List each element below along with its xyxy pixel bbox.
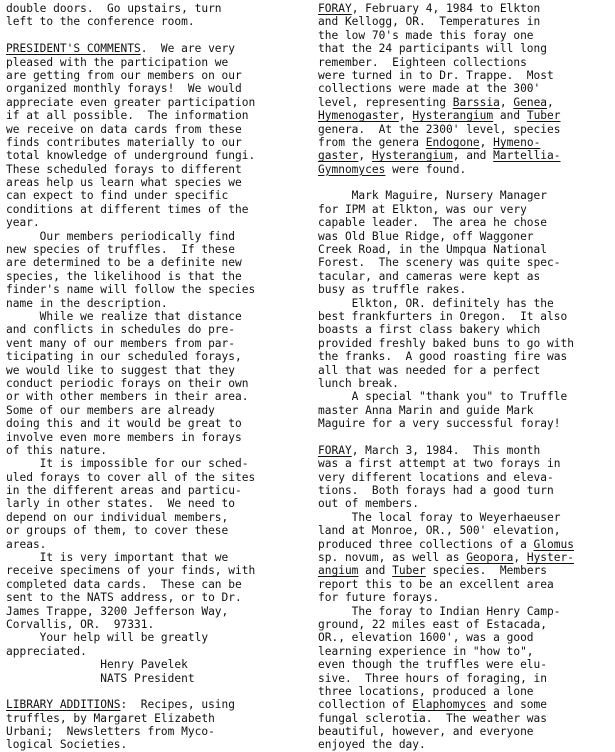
right-column-line: A special "thank you" to Truffle: [318, 390, 568, 404]
right-column-line: three locations, produced a lone: [318, 684, 534, 698]
left-column-line: Our members periodically find: [6, 229, 236, 243]
right-column-line: Hymenogaster, Hysterangium and Tuber: [318, 109, 561, 123]
right-column-line: OR., elevation 1600', was a good: [318, 631, 534, 645]
left-column-line: we would like to suggest that they: [6, 363, 236, 377]
left-column-line: new species of truffles. If these: [6, 243, 236, 257]
left-column-line: Corvallis, OR. 97331.: [6, 617, 155, 631]
left-column-line: doing this and it would be great to: [6, 417, 242, 431]
right-column-line: the low 70's made this foray one: [318, 28, 534, 42]
right-column-line: learning experience in "how to",: [318, 644, 534, 658]
right-column-line: The foray to Indian Henry Camp-: [318, 604, 561, 618]
left-column-line: total knowledge of underground fungi.: [6, 149, 256, 163]
right-column-line: sive. Three hours of foraging, in: [318, 671, 548, 685]
left-column-line: can expect to find under specific: [6, 189, 229, 203]
left-column-line: vent many of our members from par-: [6, 336, 236, 350]
right-column-line: boasts a first class bakery which: [318, 323, 541, 337]
left-column-line: ticipating in our scheduled forays,: [6, 350, 242, 364]
left-column-line: of this nature.: [6, 443, 108, 457]
right-column-line: ground, 22 miles east of Estacada,: [318, 617, 548, 631]
right-column-line: [318, 176, 615, 189]
left-column-line: areas help us learn what species we: [6, 176, 242, 190]
right-column-line: The local foray to Weyerhaeuser: [318, 510, 561, 524]
left-column-line: larly in other states. We need to: [6, 497, 236, 511]
left-column-line: NATS President: [6, 671, 195, 685]
right-column-line: provided freshly baked buns to go with: [318, 336, 574, 350]
right-column: [318, 2, 615, 752]
right-column-line: the franks. A good roasting fire was: [318, 350, 568, 364]
right-column-line: report this to be an excellent area: [318, 577, 554, 591]
left-column-line: These scheduled forays to different: [6, 162, 242, 176]
left-column-line: depend on our individual members,: [6, 510, 229, 524]
right-column-line: beautiful, however, and everyone: [318, 725, 534, 739]
right-column-line: out of members.: [318, 497, 420, 511]
left-column-line: PRESIDENT'S COMMENTS. We are very: [6, 42, 236, 56]
right-column-line: from the genera Endogone, Hymeno-: [318, 135, 541, 149]
right-column-line: busy as truffle rakes.: [318, 283, 467, 297]
left-column-line: appreciated.: [6, 644, 87, 658]
left-column-line: are getting from our members on our: [6, 68, 242, 82]
left-column-line: It is very important that we: [6, 551, 229, 565]
left-column-line: It is impossible for our sched-: [6, 457, 249, 471]
right-column-line: angium and Tuber species. Members: [318, 564, 548, 578]
right-column-line: [318, 431, 615, 444]
left-column-line: uled forays to cover all of the sites: [6, 470, 256, 484]
left-column-line: receive specimens of your finds, with: [6, 564, 256, 578]
left-column-line: or with other members in their area.: [6, 390, 249, 404]
right-column-line: produced three collections of a Glomus: [318, 537, 574, 551]
left-column-line: finds contributes materially to our: [6, 135, 242, 149]
right-column-line: best frankfurters in Oregon. It also: [318, 309, 568, 323]
right-column-line: Gymnomyces were found.: [318, 162, 467, 176]
right-column-line: land at Monroe, OR., 500' elevation,: [318, 524, 561, 538]
left-column-line: organized monthly forays! We would: [6, 82, 242, 96]
right-column-line: tions. Both forays had a good turn: [318, 484, 554, 498]
right-column-line: that the 24 participants will long: [318, 42, 548, 56]
left-column-line: species, the likelihood is that the: [6, 269, 242, 283]
left-column-line: finder's name will follow the species: [6, 283, 256, 297]
left-column-line: year.: [6, 216, 40, 230]
right-column-line: Forest. The scenery was quite spec-: [318, 256, 561, 270]
right-column-line: enjoyed the day.: [318, 738, 426, 752]
left-column-line: and conflicts in schedules do pre-: [6, 323, 236, 337]
left-column: [6, 2, 306, 752]
left-column-line: [6, 685, 306, 698]
right-column-line: all that was needed for a perfect: [318, 363, 541, 377]
left-column-line: truffles, by Margaret Elizabeth: [6, 711, 215, 725]
right-column-line: FORAY, March 3, 1984. This month: [318, 443, 541, 457]
right-column-line: Maguire for a very successful foray!: [318, 417, 561, 431]
right-column-line: capable leader. The area he chose: [318, 216, 548, 230]
right-column-line: remember. Eighteen collections: [318, 55, 527, 69]
right-column-line: gaster, Hysterangium, and Martellia-: [318, 149, 561, 163]
right-column-line: sp. novum, as well as Geopora, Hyster-: [318, 551, 574, 565]
left-column-line: or groups of them, to cover these: [6, 524, 229, 538]
right-column-line: very different locations and eleva-: [318, 470, 554, 484]
right-column-line: collection of Elaphomyces and some: [318, 698, 548, 712]
left-column-line: double doors. Go upstairs, turn: [6, 2, 222, 15]
left-column-line: completed data cards. These can be: [6, 577, 242, 591]
left-column-line: [6, 29, 306, 42]
right-column-line: Creek Road, in the Umpqua National: [318, 243, 548, 257]
left-column-line: we receive on data cards from these: [6, 122, 242, 136]
left-column-line: Your help will be greatly: [6, 631, 209, 645]
left-column-line: if at all possible. The information: [6, 109, 249, 123]
right-column-line: collections were made at the 300': [318, 82, 541, 96]
right-column-line: genera. At the 2300' level, species: [318, 122, 561, 136]
right-column-line: and Kellogg, OR. Temperatures in: [318, 15, 541, 29]
left-column-line: Urbani; Newsletters from Myco-: [6, 725, 215, 739]
left-column-line: James Trappe, 3200 Jefferson Way,: [6, 604, 229, 618]
left-column-line: name in the description.: [6, 296, 168, 310]
right-column-line: for future forays.: [318, 591, 440, 605]
left-column-line: areas.: [6, 537, 47, 551]
left-column-line: involve even more members in forays: [6, 430, 242, 444]
right-column-line: level, representing Barssia, Genea,: [318, 95, 554, 109]
left-column-line: conduct periodic forays on their own: [6, 376, 249, 390]
right-column-line: was a first attempt at two forays in: [318, 457, 561, 471]
right-column-line: Elkton, OR. definitely has the: [318, 296, 554, 310]
left-column-line: are determined to be a definite new: [6, 256, 242, 270]
left-column-line: in the different areas and particu-: [6, 484, 242, 498]
left-column-line: While we realize that distance: [6, 309, 242, 323]
right-column-line: was Old Blue Ridge, off Waggoner: [318, 229, 534, 243]
right-column-line: tacular, and cameras were kept as: [318, 269, 541, 283]
left-column-line: logical Societies.: [6, 738, 128, 752]
right-column-line: fungal sclerotia. The weather was: [318, 711, 548, 725]
left-column-line: pleased with the participation we: [6, 55, 229, 69]
right-column-line: were turned in to Dr. Trappe. Most: [318, 68, 554, 82]
left-column-line: appreciate even greater participation: [6, 95, 256, 109]
right-column-line: for IPM at Elkton, was our very: [318, 202, 527, 216]
left-column-line: left to the conference room.: [6, 15, 195, 29]
right-column-line: master Anna Marin and guide Mark: [318, 403, 534, 417]
left-column-line: sent to the NATS address, or to Dr.: [6, 591, 242, 605]
left-column-line: Henry Pavelek: [6, 658, 188, 672]
left-column-line: Some of our members are already: [6, 403, 215, 417]
right-column-line: Mark Maguire, Nursery Manager: [318, 189, 548, 203]
right-column-line: lunch break.: [318, 376, 399, 390]
right-column-line: FORAY, February 4, 1984 to Elkton: [318, 2, 541, 15]
right-column-line: even though the truffles were elu-: [318, 658, 548, 672]
left-column-line: conditions at different times of the: [6, 202, 249, 216]
left-column-line: LIBRARY ADDITIONS: Recipes, using: [6, 698, 236, 712]
